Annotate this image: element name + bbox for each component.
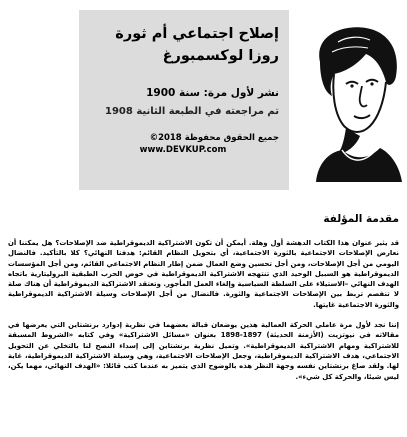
publisher-website: www.DEVKUP.com [139, 145, 227, 155]
paragraph-2: إننا نجد لأول مرة عاملي الحركة العمالية هذين يوضعان قبالة بعضهما في نظرية إدوارد برنشتاين التي يعرضها في مقالاته في نيوتزيت (الأزمنة الحديثة) 1897-1898 بعنوان «مسائل الاشتراكية» وفي كتابه «الشروط المسبقة للاشتراكية ومهام الاشتراكية الديموقراطية». وتميل نظرية برنشتاين إلى إسداء النصح لنا بالتخلي عن التحويل الاجتماعي، هدف الاشتراكية الديموقراطية، وجعل الإصلاحات الاجتماعية، وهي وسيلة الاشتراكية الديموقراطية، غاية لها. ولقد صاغ برنشتاين نفسه وجهة النظر هذه بالوضوح الذي يتميز به عندما كتب قائلا: «الهدف النهائي، مهما يكن، ليس شيئا، والحركة كل شيء». [8, 321, 399, 381]
copyright-note: جميع الحقوق محفوظة 2018© [149, 133, 279, 143]
book-author: روزا لوكسمبورغ [162, 48, 279, 64]
book-title: إصلاح اجتماعي أم ثورة [115, 26, 279, 42]
revision-note: تم مراجعته في الطبعة الثانية 1908 [105, 106, 279, 117]
first-published-note: نشر لأول مرة: سنة 1900 [146, 87, 279, 99]
document-body [8, 212, 399, 392]
section-heading: مقدمة المؤلفة [323, 213, 399, 225]
cover-title-panel [79, 10, 289, 190]
author-portrait-illustration [296, 22, 404, 182]
paragraph-1: قد يثير عنوان هذا الكتاب الدهشة أول وهلة. أيمكن أن تكون الاشتراكية الديموقراطية ضد الإصلاحات؟ هل يمكننا أن نعارض الإصلاحات الاجتماعية بالثورة الاجتماعية، أي بتحويل النظام القائم: هدفنا النهائي؟ كلا بالتأكيد. فالنضال اليومي من أجل الإصلاحات، ومن أجل تحسين وضع العمال ضمن إطار النظام الاجتماعي القائم، ومن أجل المؤسسات الديموقراطية هو السبيل الوحيد الذي تنتهجه الاشتراكية الديموقراطية في خوض الحرب الطبقية البروليتارية باتجاه الهدف النهائي –الاستيلاء على السلطة السياسية وإلغاء العمل المأجور. وتعتقد الاشتراكية الديموقراطية أن هناك صلة لا تنفصم تربط بين الإصلاحات الاجتماعية والثورة. فالنضال من أجل الإصلاحات وسيلة الاشتراكية الديموقراطية والثورة الاجتماعية غايتها. [8, 239, 399, 309]
book-cover [0, 0, 407, 198]
